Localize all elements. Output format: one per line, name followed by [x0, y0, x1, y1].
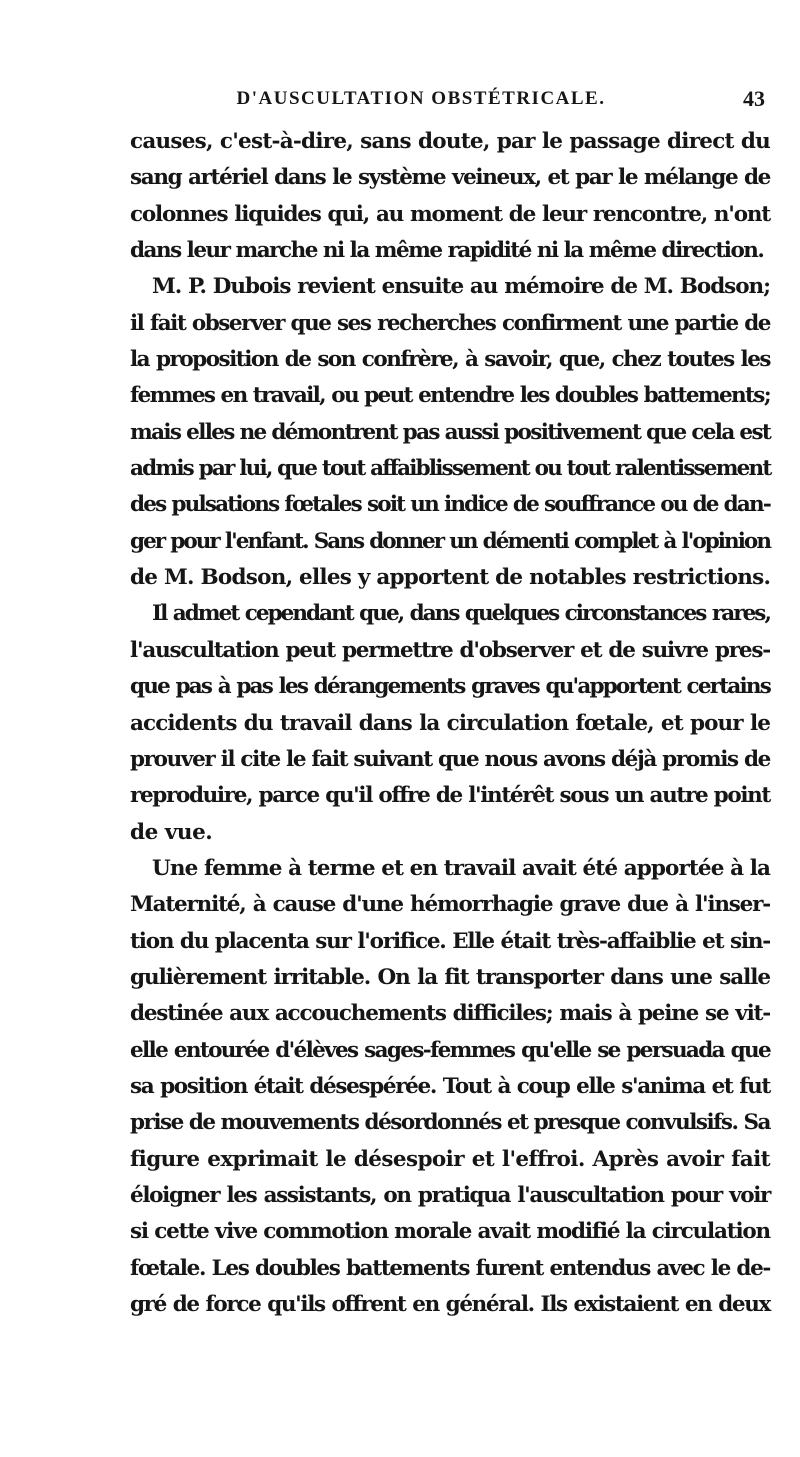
- text-line: figure exprimait le désespoir et l'effroi. Après avoir fait: [130, 1146, 770, 1172]
- text-line: accidents du travail dans la circulation fœtale, et pour le: [130, 710, 770, 736]
- text-line: de vue.: [130, 819, 213, 845]
- text-line: sa position était désespérée. Tout à coup elle s'anima et fut: [130, 1073, 770, 1099]
- text-line: que pas à pas les dérangements graves qu'apportent certains: [130, 674, 770, 700]
- text-line: des pulsations fœtales soit un indice de souffrance ou de dan-: [130, 492, 770, 518]
- text-line: la proposition de son confrère, à savoir, que, chez toutes les: [130, 347, 770, 373]
- text-line: destinée aux accouchements difficiles; mais à peine se vit-: [130, 1001, 770, 1027]
- text-line: colonnes liquides qui, au moment de leur rencontre, n'ont: [130, 201, 770, 227]
- text-line: l'auscultation peut permettre d'observer et de suivre pres-: [130, 637, 770, 663]
- running-head: [130, 88, 765, 118]
- text-line: si cette vive commotion morale avait modifié la circulation: [130, 1219, 770, 1245]
- text-line: elle entourée d'élèves sages-femmes qu'elle se persuada que: [130, 1037, 770, 1063]
- text-line: admis par lui, que tout affaiblissement ou tout ralentissement: [130, 456, 771, 482]
- text-line: reproduire, parce qu'il offre de l'intérêt sous un autre point: [130, 783, 770, 809]
- text-line: gulièrement irritable. On la fit transporter dans une salle: [130, 964, 770, 990]
- text-line: Il admet cependant que, dans quelques circonstances rares,: [152, 601, 770, 627]
- page-number: 43: [743, 86, 765, 111]
- text-line: de M. Bodson, elles y apportent de notables restrictions.: [130, 565, 771, 591]
- text-line: prouver il cite le fait suivant que nous avons déjà promis de: [130, 746, 770, 772]
- text-line: sang artériel dans le système veineux, et par le mélange de: [130, 165, 770, 191]
- text-line: Maternité, à cause d'une hémorrhagie grave due à l'inser-: [130, 892, 770, 918]
- text-line: ger pour l'enfant. Sans donner un démenti complet à l'opinion: [130, 528, 770, 554]
- text-line: femmes en travail, ou peut entendre les doubles battements;: [130, 383, 770, 409]
- running-title: D'AUSCULTATION OBSTÉTRICALE.: [236, 88, 606, 109]
- text-line: il fait observer que ses recherches confirment une partie de: [130, 310, 770, 336]
- text-line: éloigner les assistants, on pratiqua l'auscultation pour voir: [130, 1182, 770, 1208]
- text-line: Une femme à terme et en travail avait été apportée à la: [152, 855, 770, 881]
- text-line: mais elles ne démontrent pas aussi positivement que cela est: [130, 419, 771, 445]
- body-text: [130, 124, 770, 1323]
- text-line: fœtale. Les doubles battements furent entendus avec le de-: [130, 1255, 770, 1281]
- text-line: causes, c'est-à-dire, sans doute, par le passage direct du: [130, 129, 770, 154]
- text-line: dans leur marche ni la même rapidité ni la même direction.: [130, 238, 764, 264]
- text-line: tion du placenta sur l'orifice. Elle était très-affaiblie et sin-: [130, 928, 770, 954]
- text-line: prise de mouvements désordonnés et presque convulsifs. Sa: [130, 1110, 770, 1136]
- text-line: M. P. Dubois revient ensuite au mémoire de M. Bodson;: [152, 274, 770, 300]
- text-line: gré de force qu'ils offrent en général. Ils existaient en deux: [130, 1292, 770, 1317]
